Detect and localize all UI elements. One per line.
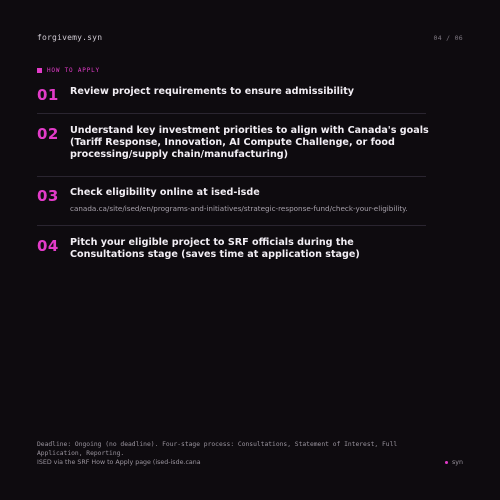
step-title: Pitch your eligible project to SRF officials during the Consultations stage (saves time at application stage) xyxy=(70,237,360,260)
page-counter: 04 / 06 xyxy=(433,34,463,42)
section-marker-icon xyxy=(37,68,42,73)
footer-note: Deadline: Ongoing (no deadline). Four-stage process: Consultations, Statement of Interest, Full Application, Reporting. xyxy=(37,441,398,457)
section-label-text: HOW TO APPLY xyxy=(47,66,100,74)
eligibility-url[interactable]: canada.ca/site/ised/en/programs-and-initiatives/strategic-response-fund/check-your-eligibility. xyxy=(70,204,408,213)
step-number: 01 xyxy=(37,86,59,104)
step-title: Review project requirements to ensure admissibility xyxy=(70,86,355,97)
step-number: 04 xyxy=(37,237,59,255)
section-label xyxy=(37,66,100,74)
header xyxy=(37,33,463,45)
footer-mark xyxy=(445,459,463,466)
divider xyxy=(37,113,426,114)
step-number: 03 xyxy=(37,187,59,205)
footer-mark-text: syn xyxy=(452,459,463,466)
step-title: Check eligibility online at ised-isde xyxy=(70,187,260,198)
divider xyxy=(37,225,426,226)
brand-name: forgivemy.syn xyxy=(37,33,103,42)
dot-icon xyxy=(445,461,448,464)
divider xyxy=(37,176,426,177)
footer-source: ISED via the SRF How to Apply page (ised-isde.cana xyxy=(37,459,201,466)
step-title: Understand key investment priorities to align with Canada's goals (Tariff Response, Innovation, AI Compute Challenge, or food processing/supply chain/manufacturing) xyxy=(70,125,429,160)
step-number: 02 xyxy=(37,125,59,143)
